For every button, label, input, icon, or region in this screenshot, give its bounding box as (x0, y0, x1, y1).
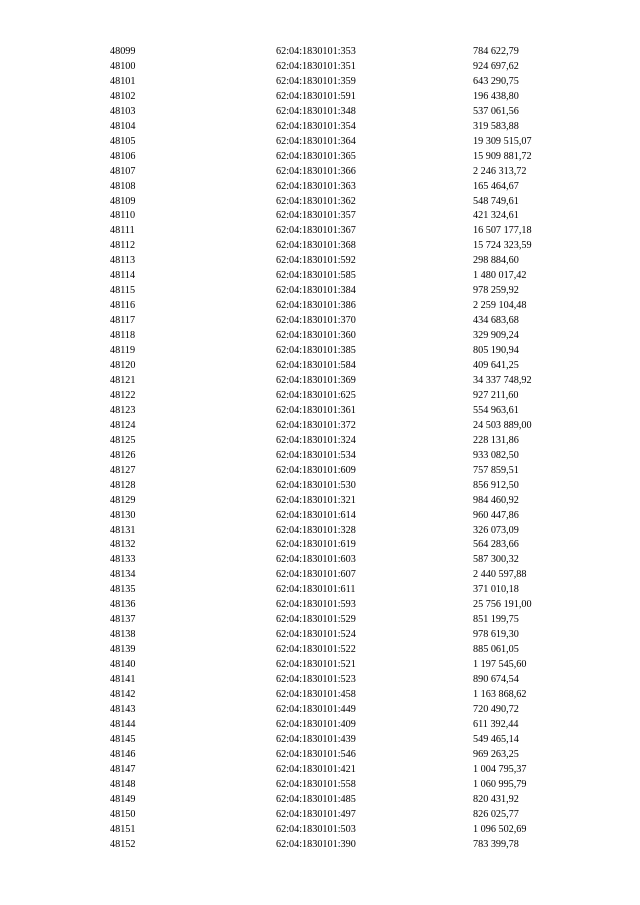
row-number: 48130 (110, 509, 136, 521)
cadastral-value: 16 507 177,18 (473, 225, 532, 237)
cadastral-value-table (0, 45, 640, 852)
row-number: 48119 (110, 345, 136, 357)
row-number: 48114 (110, 270, 136, 282)
cadastral-value: 924 697,62 (473, 60, 519, 72)
table-row (0, 688, 640, 703)
cadastral-number: 62:04:1830101:370 (276, 315, 356, 327)
table-row (0, 359, 640, 374)
row-number: 48102 (110, 90, 136, 102)
row-number: 48125 (110, 434, 136, 446)
table-row (0, 239, 640, 254)
cadastral-value: 1 096 502,69 (473, 823, 527, 835)
table-row (0, 838, 640, 853)
row-number: 48127 (110, 464, 136, 476)
cadastral-number: 62:04:1830101:372 (276, 419, 356, 431)
cadastral-number: 62:04:1830101:458 (276, 688, 356, 700)
row-number: 48116 (110, 300, 136, 312)
cadastral-number: 62:04:1830101:497 (276, 808, 356, 820)
row-number: 48151 (110, 823, 136, 835)
cadastral-value: 537 061,56 (473, 105, 519, 117)
cadastral-value: 587 300,32 (473, 554, 519, 566)
row-number: 48100 (110, 60, 136, 72)
table-row (0, 628, 640, 643)
table-row (0, 553, 640, 568)
table-row (0, 509, 640, 524)
table-row (0, 763, 640, 778)
row-number: 48112 (110, 240, 136, 252)
cadastral-number: 62:04:1830101:384 (276, 285, 356, 297)
row-number: 48111 (110, 225, 135, 237)
table-row (0, 344, 640, 359)
row-number: 48138 (110, 629, 136, 641)
cadastral-value: 298 884,60 (473, 255, 519, 267)
cadastral-value: 643 290,75 (473, 75, 519, 87)
row-number: 48120 (110, 360, 136, 372)
cadastral-number: 62:04:1830101:485 (276, 793, 356, 805)
row-number: 48118 (110, 330, 136, 342)
cadastral-value: 326 073,09 (473, 524, 519, 536)
row-number: 48142 (110, 688, 136, 700)
table-row (0, 748, 640, 763)
table-row (0, 180, 640, 195)
cadastral-value: 826 025,77 (473, 808, 519, 820)
cadastral-number: 62:04:1830101:449 (276, 703, 356, 715)
cadastral-value: 978 619,30 (473, 629, 519, 641)
table-row (0, 374, 640, 389)
cadastral-number: 62:04:1830101:614 (276, 509, 356, 521)
cadastral-number: 62:04:1830101:522 (276, 644, 356, 656)
cadastral-number: 62:04:1830101:585 (276, 270, 356, 282)
cadastral-value: 805 190,94 (473, 345, 519, 357)
row-number: 48104 (110, 120, 136, 132)
row-number: 48145 (110, 733, 136, 745)
cadastral-value: 196 438,80 (473, 90, 519, 102)
table-row (0, 479, 640, 494)
cadastral-value: 19 309 515,07 (473, 135, 532, 147)
table-row (0, 733, 640, 748)
cadastral-number: 62:04:1830101:503 (276, 823, 356, 835)
cadastral-number: 62:04:1830101:558 (276, 778, 356, 790)
row-number: 48139 (110, 644, 136, 656)
table-row (0, 673, 640, 688)
cadastral-value: 409 641,25 (473, 360, 519, 372)
cadastral-value: 851 199,75 (473, 614, 519, 626)
table-row (0, 598, 640, 613)
table-row (0, 209, 640, 224)
row-number: 48132 (110, 539, 136, 551)
cadastral-number: 62:04:1830101:363 (276, 180, 356, 192)
cadastral-number: 62:04:1830101:351 (276, 60, 356, 72)
cadastral-number: 62:04:1830101:366 (276, 165, 356, 177)
cadastral-number: 62:04:1830101:321 (276, 494, 356, 506)
table-row (0, 823, 640, 838)
cadastral-value: 984 460,92 (473, 494, 519, 506)
table-row (0, 808, 640, 823)
cadastral-value: 2 440 597,88 (473, 569, 527, 581)
cadastral-number: 62:04:1830101:625 (276, 389, 356, 401)
cadastral-number: 62:04:1830101:360 (276, 330, 356, 342)
cadastral-value: 24 503 889,00 (473, 419, 532, 431)
row-number: 48143 (110, 703, 136, 715)
row-number: 48131 (110, 524, 136, 536)
cadastral-value: 890 674,54 (473, 674, 519, 686)
cadastral-value: 720 490,72 (473, 703, 519, 715)
cadastral-value: 329 909,24 (473, 330, 519, 342)
table-row (0, 150, 640, 165)
cadastral-number: 62:04:1830101:521 (276, 659, 356, 671)
cadastral-value: 564 283,66 (473, 539, 519, 551)
cadastral-value: 434 683,68 (473, 315, 519, 327)
cadastral-number: 62:04:1830101:367 (276, 225, 356, 237)
table-row (0, 224, 640, 239)
cadastral-value: 1 197 545,60 (473, 659, 527, 671)
cadastral-value: 554 963,61 (473, 404, 519, 416)
row-number: 48134 (110, 569, 136, 581)
cadastral-number: 62:04:1830101:584 (276, 360, 356, 372)
cadastral-value: 927 211,60 (473, 389, 519, 401)
cadastral-value: 1 163 868,62 (473, 688, 527, 700)
cadastral-number: 62:04:1830101:361 (276, 404, 356, 416)
table-row (0, 75, 640, 90)
table-row (0, 419, 640, 434)
row-number: 48126 (110, 449, 136, 461)
table-row (0, 643, 640, 658)
cadastral-number: 62:04:1830101:603 (276, 554, 356, 566)
row-number: 48108 (110, 180, 136, 192)
table-row (0, 658, 640, 673)
cadastral-value: 34 337 748,92 (473, 374, 532, 386)
cadastral-value: 371 010,18 (473, 584, 519, 596)
table-row (0, 195, 640, 210)
cadastral-number: 62:04:1830101:609 (276, 464, 356, 476)
cadastral-number: 62:04:1830101:354 (276, 120, 356, 132)
row-number: 48152 (110, 838, 136, 850)
cadastral-number: 62:04:1830101:362 (276, 195, 356, 207)
cadastral-value: 15 724 323,59 (473, 240, 532, 252)
cadastral-number: 62:04:1830101:593 (276, 599, 356, 611)
cadastral-number: 62:04:1830101:353 (276, 46, 356, 57)
cadastral-value: 969 263,25 (473, 748, 519, 760)
cadastral-value: 933 082,50 (473, 449, 519, 461)
row-number: 48135 (110, 584, 136, 596)
table-row (0, 718, 640, 733)
cadastral-value: 960 447,86 (473, 509, 519, 521)
table-row (0, 613, 640, 628)
row-number: 48136 (110, 599, 136, 611)
table-row (0, 269, 640, 284)
table-row (0, 434, 640, 449)
table-row (0, 329, 640, 344)
row-number: 48107 (110, 165, 136, 177)
cadastral-value: 319 583,88 (473, 120, 519, 132)
row-number: 48106 (110, 150, 136, 162)
table-row (0, 314, 640, 329)
table-row (0, 464, 640, 479)
cadastral-value: 885 061,05 (473, 644, 519, 656)
row-number: 48124 (110, 419, 136, 431)
table-row (0, 568, 640, 583)
row-number: 48113 (110, 255, 136, 267)
table-row (0, 60, 640, 75)
cadastral-number: 62:04:1830101:328 (276, 524, 356, 536)
row-number: 48129 (110, 494, 136, 506)
cadastral-number: 62:04:1830101:421 (276, 763, 356, 775)
cadastral-value: 2 259 104,48 (473, 300, 527, 312)
cadastral-number: 62:04:1830101:359 (276, 75, 356, 87)
row-number: 48146 (110, 748, 136, 760)
cadastral-value: 25 756 191,00 (473, 599, 532, 611)
table-row (0, 404, 640, 419)
row-number: 48105 (110, 135, 136, 147)
table-row (0, 793, 640, 808)
cadastral-number: 62:04:1830101:591 (276, 90, 356, 102)
cadastral-number: 62:04:1830101:524 (276, 629, 356, 641)
cadastral-value: 1 480 017,42 (473, 270, 527, 282)
row-number: 48148 (110, 778, 136, 790)
cadastral-value: 548 749,61 (473, 195, 519, 207)
cadastral-value: 978 259,92 (473, 285, 519, 297)
row-number: 48140 (110, 659, 136, 671)
cadastral-number: 62:04:1830101:592 (276, 255, 356, 267)
cadastral-number: 62:04:1830101:523 (276, 674, 356, 686)
row-number: 48117 (110, 315, 136, 327)
cadastral-number: 62:04:1830101:390 (276, 838, 356, 850)
cadastral-value: 165 464,67 (473, 180, 519, 192)
cadastral-value: 783 399,78 (473, 838, 519, 850)
row-number: 48123 (110, 404, 136, 416)
cadastral-number: 62:04:1830101:534 (276, 449, 356, 461)
table-row (0, 105, 640, 120)
table-row (0, 449, 640, 464)
table-row (0, 299, 640, 314)
row-number: 48147 (110, 763, 136, 775)
cadastral-value: 1 004 795,37 (473, 763, 527, 775)
row-number: 48141 (110, 674, 136, 686)
cadastral-number: 62:04:1830101:607 (276, 569, 356, 581)
cadastral-number: 62:04:1830101:357 (276, 210, 356, 222)
cadastral-value: 421 324,61 (473, 210, 519, 222)
table-row (0, 135, 640, 150)
row-number: 48103 (110, 105, 136, 117)
cadastral-value: 2 246 313,72 (473, 165, 527, 177)
row-number: 48144 (110, 718, 136, 730)
table-row (0, 583, 640, 598)
cadastral-number: 62:04:1830101:369 (276, 374, 356, 386)
cadastral-value: 856 912,50 (473, 479, 519, 491)
row-number: 48099 (110, 46, 136, 57)
row-number: 48115 (110, 285, 136, 297)
cadastral-number: 62:04:1830101:368 (276, 240, 356, 252)
cadastral-value: 549 465,14 (473, 733, 519, 745)
cadastral-value: 228 131,86 (473, 434, 519, 446)
table-row (0, 703, 640, 718)
cadastral-number: 62:04:1830101:364 (276, 135, 356, 147)
cadastral-number: 62:04:1830101:409 (276, 718, 356, 730)
table-row (0, 254, 640, 269)
row-number: 48122 (110, 389, 136, 401)
cadastral-number: 62:04:1830101:530 (276, 479, 356, 491)
table-row (0, 165, 640, 180)
row-number: 48101 (110, 75, 136, 87)
cadastral-number: 62:04:1830101:386 (276, 300, 356, 312)
table-row (0, 45, 640, 60)
cadastral-value: 820 431,92 (473, 793, 519, 805)
cadastral-value: 15 909 881,72 (473, 150, 532, 162)
table-row (0, 494, 640, 509)
cadastral-value: 1 060 995,79 (473, 778, 527, 790)
row-number: 48137 (110, 614, 136, 626)
row-number: 48121 (110, 374, 136, 386)
cadastral-number: 62:04:1830101:365 (276, 150, 356, 162)
cadastral-number: 62:04:1830101:529 (276, 614, 356, 626)
cadastral-number: 62:04:1830101:324 (276, 434, 356, 446)
table-row (0, 120, 640, 135)
cadastral-number: 62:04:1830101:611 (276, 584, 356, 596)
table-row (0, 778, 640, 793)
cadastral-number: 62:04:1830101:385 (276, 345, 356, 357)
row-number: 48109 (110, 195, 136, 207)
cadastral-number: 62:04:1830101:546 (276, 748, 356, 760)
table-row (0, 538, 640, 553)
table-row (0, 90, 640, 105)
row-number: 48150 (110, 808, 136, 820)
row-number: 48149 (110, 793, 136, 805)
cadastral-value: 784 622,79 (473, 46, 519, 57)
cadastral-number: 62:04:1830101:439 (276, 733, 356, 745)
table-row (0, 389, 640, 404)
cadastral-number: 62:04:1830101:619 (276, 539, 356, 551)
table-row (0, 284, 640, 299)
row-number: 48110 (110, 210, 136, 222)
cadastral-value: 757 859,51 (473, 464, 519, 476)
table-row (0, 524, 640, 539)
cadastral-value: 611 392,44 (473, 718, 519, 730)
cadastral-number: 62:04:1830101:348 (276, 105, 356, 117)
row-number: 48133 (110, 554, 136, 566)
row-number: 48128 (110, 479, 136, 491)
